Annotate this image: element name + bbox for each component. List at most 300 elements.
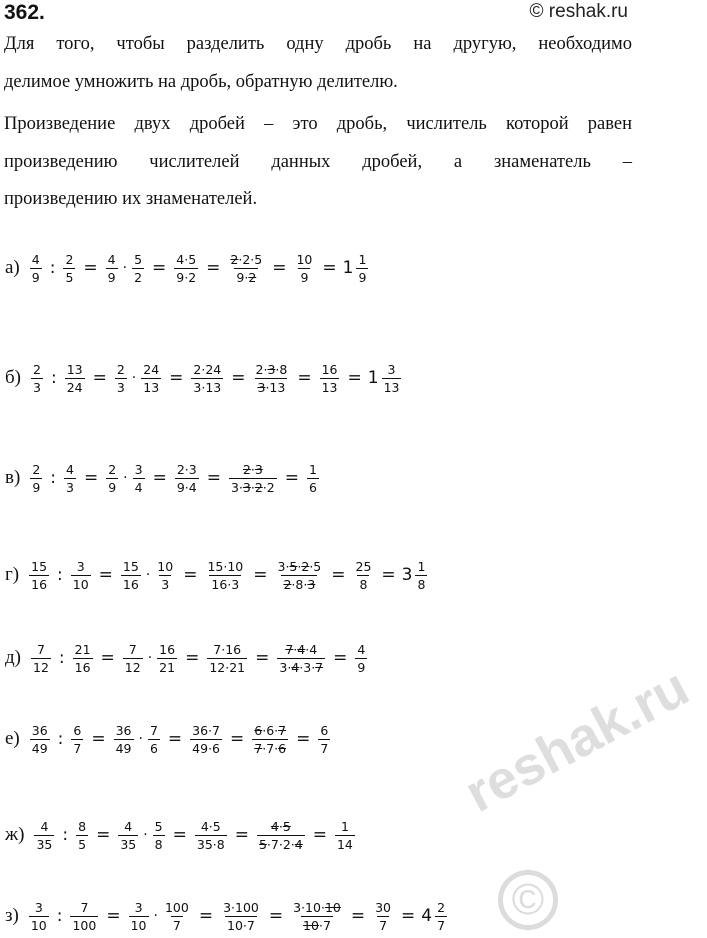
divisor-fraction xyxy=(70,900,98,933)
cancelled-factor: 5 xyxy=(282,818,291,834)
reciprocal-fraction-denominator: 3 xyxy=(161,576,170,592)
operator-mul: · xyxy=(147,650,153,666)
improper-fraction-numerator: 16 xyxy=(321,361,338,377)
divisor-fraction-denominator: 10 xyxy=(72,576,89,592)
cancelled-factor: 3 xyxy=(242,479,251,495)
result-fraction xyxy=(356,252,368,285)
result-fraction-numerator: 3 xyxy=(387,361,396,377)
improper-fraction-numerator: 10 xyxy=(296,251,313,267)
result-fraction xyxy=(355,642,367,675)
cancelled-factor: 2 xyxy=(254,479,263,495)
dividend-fraction xyxy=(30,723,50,756)
result-fraction-numerator: 1 xyxy=(340,818,349,834)
operator-eq: = xyxy=(152,258,167,278)
mixed-whole-part: 4 xyxy=(421,906,433,926)
mixed-whole-part: 3 xyxy=(401,565,413,585)
operator-eq: = xyxy=(401,906,416,926)
dividend-fraction-numerator: 2 xyxy=(33,361,41,377)
divisor-fraction-numerator: 2 xyxy=(65,251,74,267)
cancelled-factor: 10 xyxy=(324,899,341,915)
divisor-fraction-denominator: 5 xyxy=(65,269,74,285)
dividend-fraction-numerator: 36 xyxy=(31,722,48,738)
reciprocal-fraction-denominator: 8 xyxy=(154,836,163,852)
result-fraction-numerator: 6 xyxy=(320,722,329,738)
rule-multiplication-line-2: произведению числителей данных дробей, а знаменатель – xyxy=(4,151,632,172)
divisor-fraction-denominator: 7 xyxy=(73,740,82,756)
cancelled-factor: 5 xyxy=(258,836,267,852)
improper-fraction xyxy=(294,252,314,285)
factor: 3 xyxy=(303,659,312,675)
problem-letter: а) xyxy=(5,257,20,278)
factor: 8 xyxy=(279,361,288,377)
improper-fraction-denominator: 13 xyxy=(321,379,338,395)
divisor-fraction-numerator: 13 xyxy=(66,361,83,377)
watermark-symbol: © xyxy=(511,875,545,924)
divisor-fraction-denominator: 100 xyxy=(72,917,97,933)
rule-division-line-2: делимое умножить на дробь, обратную делителю. xyxy=(4,71,398,92)
operator-eq: = xyxy=(91,729,106,749)
operator-eq: = xyxy=(198,906,214,926)
divisor-fraction-denominator: 3 xyxy=(66,479,74,495)
cancelled-factor: 2 xyxy=(230,251,239,267)
improper-fraction-denominator: 8 xyxy=(359,576,368,592)
improper-fraction-denominator: 7 xyxy=(379,917,388,933)
rule-division xyxy=(4,26,632,101)
cancel-fraction xyxy=(257,819,305,852)
problem-6 xyxy=(5,717,332,761)
problem-letter: в) xyxy=(5,467,21,488)
watermark-text: reshak.ru xyxy=(455,656,699,824)
dividend-fraction xyxy=(29,900,49,933)
cancel-fraction-denominator: 5·7·2·4 xyxy=(258,836,303,852)
factor: 5 xyxy=(254,251,263,267)
dividend-fraction-numerator: 3 xyxy=(34,899,43,915)
reciprocal-fraction-numerator: 24 xyxy=(143,361,160,377)
operator-div: : xyxy=(57,565,63,585)
factor: 4 xyxy=(309,641,318,657)
problem-5 xyxy=(5,636,369,680)
operator-mul: · xyxy=(153,908,158,924)
cancel-fraction xyxy=(277,642,325,675)
operator-eq: = xyxy=(350,906,366,926)
cancel-fraction-denominator: 7·7·6 xyxy=(254,740,287,756)
operator-div: : xyxy=(62,825,69,845)
product-fraction-numerator: 2·24 xyxy=(193,361,222,377)
first-factor-fraction-numerator: 3 xyxy=(134,899,143,915)
reciprocal-fraction-numerator: 3 xyxy=(134,461,143,477)
operator-div: : xyxy=(50,368,57,388)
cancel-fraction-denominator: 2·8·3 xyxy=(283,576,316,592)
factor: 3 xyxy=(230,479,239,495)
cancelled-factor: 2 xyxy=(248,269,257,285)
divisor-fraction xyxy=(71,723,83,756)
dividend-fraction-denominator: 10 xyxy=(30,917,47,933)
cancelled-factor: 3 xyxy=(257,379,266,395)
divisor-fraction-numerator: 4 xyxy=(66,461,74,477)
operator-eq: = xyxy=(96,825,111,845)
first-factor-fraction xyxy=(115,362,127,395)
operator-eq: = xyxy=(268,906,284,926)
cancel-fraction-numerator: 3·10·10 xyxy=(293,899,341,915)
divisor-fraction-numerator: 8 xyxy=(78,818,87,834)
cancel-fraction-numerator: 6·6·7 xyxy=(254,722,287,738)
first-factor-fraction xyxy=(121,559,141,592)
first-factor-fraction xyxy=(106,252,118,285)
improper-fraction xyxy=(320,362,340,395)
first-factor-fraction-denominator: 16 xyxy=(122,576,139,592)
cancelled-factor: 4 xyxy=(297,641,306,657)
first-factor-fraction-numerator: 2 xyxy=(116,361,125,377)
problem-letter: е) xyxy=(5,728,20,749)
dividend-fraction xyxy=(29,559,49,592)
site-credit: © reshak.ru xyxy=(529,1,628,22)
operator-eq: = xyxy=(106,906,121,926)
result-fraction-denominator: 6 xyxy=(308,479,317,495)
factor: 5 xyxy=(313,558,322,574)
first-factor-fraction xyxy=(129,900,149,933)
result-fraction-denominator: 9 xyxy=(358,269,367,285)
problem-2 xyxy=(5,356,403,400)
result-fraction xyxy=(335,819,355,852)
result-fraction xyxy=(415,559,427,592)
result-fraction-denominator: 14 xyxy=(336,836,353,852)
dividend-fraction xyxy=(30,462,42,495)
operator-eq: = xyxy=(100,648,115,668)
result-fraction-denominator: 8 xyxy=(417,576,426,592)
divisor-fraction-numerator: 3 xyxy=(76,558,85,574)
reciprocal-fraction xyxy=(155,559,175,592)
cancelled-factor: 2 xyxy=(242,461,251,477)
cancelled-factor: 10 xyxy=(303,917,319,933)
result-fraction-numerator: 2 xyxy=(437,899,446,915)
operator-mul: · xyxy=(145,567,151,583)
result-fraction-denominator: 7 xyxy=(437,917,446,933)
dividend-fraction-denominator: 49 xyxy=(31,740,48,756)
divisor-fraction-numerator: 21 xyxy=(74,641,91,657)
operator-mul: · xyxy=(138,731,143,747)
cancel-fraction xyxy=(275,559,323,592)
improper-fraction-numerator: 30 xyxy=(375,899,391,915)
reciprocal-fraction-denominator: 7 xyxy=(172,917,181,933)
problem-3 xyxy=(5,456,321,500)
operator-eq: = xyxy=(98,565,113,585)
result-fraction xyxy=(382,362,402,395)
cancelled-factor: 6 xyxy=(254,722,263,738)
cancelled-factor: 7 xyxy=(278,722,287,738)
cancel-fraction xyxy=(291,900,343,933)
factor: 3 xyxy=(293,899,302,915)
operator-div: : xyxy=(50,468,56,488)
divisor-fraction xyxy=(65,362,85,395)
factor: 2 xyxy=(266,479,275,495)
first-factor-fraction-denominator: 35 xyxy=(120,836,137,852)
cancel-fraction-denominator: 3·4·3·7 xyxy=(279,659,324,675)
mixed-whole-part: 1 xyxy=(367,368,379,388)
result-fraction-numerator: 1 xyxy=(308,461,317,477)
result-fraction-numerator: 4 xyxy=(357,641,366,657)
product-fraction-denominator: 3·13 xyxy=(193,379,222,395)
operator-eq: = xyxy=(206,468,221,488)
reciprocal-fraction xyxy=(133,462,145,495)
reciprocal-fraction xyxy=(153,819,165,852)
first-factor-fraction xyxy=(123,642,143,675)
divisor-fraction xyxy=(64,462,76,495)
dividend-fraction-numerator: 4 xyxy=(40,818,49,834)
result-fraction-denominator: 9 xyxy=(357,659,366,675)
cancelled-factor: 7 xyxy=(315,659,324,675)
product-fraction xyxy=(190,723,222,756)
first-factor-fraction-numerator: 15 xyxy=(122,558,139,574)
reciprocal-fraction-denominator: 21 xyxy=(159,659,176,675)
divisor-fraction-denominator: 16 xyxy=(74,659,91,675)
first-factor-fraction-numerator: 36 xyxy=(115,722,132,738)
reciprocal-fraction-denominator: 2 xyxy=(134,269,143,285)
product-fraction xyxy=(207,642,247,675)
cancelled-factor: 2 xyxy=(301,558,310,574)
cancel-fraction xyxy=(228,252,264,285)
product-fraction-numerator: 36·7 xyxy=(192,722,221,738)
reciprocal-fraction-numerator: 5 xyxy=(134,251,143,267)
dividend-fraction-denominator: 16 xyxy=(31,576,48,592)
improper-fraction-numerator: 25 xyxy=(355,558,372,574)
cancel-fraction-numerator: 2·2·5 xyxy=(230,251,263,267)
reciprocal-fraction-denominator: 4 xyxy=(134,479,143,495)
result-fraction xyxy=(435,900,447,933)
operator-eq: = xyxy=(152,468,167,488)
dividend-fraction xyxy=(31,642,51,675)
operator-eq: = xyxy=(183,565,198,585)
reciprocal-fraction-denominator: 13 xyxy=(143,379,160,395)
divisor-fraction-numerator: 7 xyxy=(80,899,89,915)
result-fraction xyxy=(318,723,330,756)
operator-eq: = xyxy=(92,368,107,388)
factor: 9 xyxy=(236,269,245,285)
operator-eq: = xyxy=(185,648,200,668)
reciprocal-fraction-numerator: 7 xyxy=(149,722,158,738)
rule-division-line-1: Для того, чтобы разделить одну дробь на другую, необходимо xyxy=(4,34,632,54)
factor: 6 xyxy=(266,722,275,738)
dividend-fraction-denominator: 3 xyxy=(33,379,41,395)
operator-eq: = xyxy=(167,729,183,749)
operator-eq: = xyxy=(83,468,99,488)
operator-eq: = xyxy=(172,825,187,845)
factor: 13 xyxy=(269,379,286,395)
operator-mul: · xyxy=(123,470,128,486)
task-number: 362. xyxy=(4,1,45,24)
operator-eq: = xyxy=(347,368,362,388)
factor: 3 xyxy=(277,558,286,574)
first-factor-fraction-numerator: 4 xyxy=(107,251,116,267)
dividend-fraction-numerator: 4 xyxy=(31,251,40,267)
cancelled-factor: 6 xyxy=(278,740,287,756)
factor: 8 xyxy=(295,576,304,592)
cancelled-factor: 5 xyxy=(289,558,298,574)
reciprocal-fraction xyxy=(157,642,177,675)
operator-eq: = xyxy=(296,729,311,749)
product-fraction-numerator: 4·5 xyxy=(200,818,221,834)
problem-letter: ж) xyxy=(5,824,25,845)
factor: 10 xyxy=(305,899,321,915)
dividend-fraction xyxy=(31,362,43,395)
operator-mul: · xyxy=(122,260,128,276)
product-fraction-numerator: 15·10 xyxy=(207,558,244,574)
divisor-fraction xyxy=(76,819,88,852)
product-fraction-numerator: 3·100 xyxy=(223,899,259,915)
factor: 2 xyxy=(255,361,264,377)
cancel-fraction xyxy=(254,362,290,395)
cancel-fraction-numerator: 7·4·4 xyxy=(285,641,318,657)
reciprocal-fraction xyxy=(163,900,191,933)
product-fraction xyxy=(195,819,227,852)
operator-eq: = xyxy=(206,258,221,278)
improper-fraction-denominator: 9 xyxy=(300,269,309,285)
cancel-fraction-denominator: 10·7 xyxy=(303,917,331,933)
improper-fraction xyxy=(354,559,374,592)
first-factor-fraction-denominator: 10 xyxy=(130,917,147,933)
cancelled-factor: 4 xyxy=(270,818,279,834)
operator-eq: = xyxy=(253,565,268,585)
factor: 7 xyxy=(266,740,275,756)
divisor-fraction-denominator: 24 xyxy=(66,379,83,395)
operator-eq: = xyxy=(331,565,346,585)
cancel-fraction xyxy=(252,723,288,756)
factor: 7 xyxy=(270,836,279,852)
product-fraction xyxy=(205,559,245,592)
operator-eq: = xyxy=(312,825,327,845)
dividend-fraction-numerator: 15 xyxy=(31,558,48,574)
cancel-fraction-numerator: 3·5·2·5 xyxy=(277,558,322,574)
product-fraction-denominator: 10·7 xyxy=(227,917,255,933)
first-factor-fraction-numerator: 7 xyxy=(128,641,137,657)
operator-eq: = xyxy=(297,368,312,388)
first-factor-fraction-numerator: 4 xyxy=(124,818,133,834)
operator-div: : xyxy=(58,648,65,668)
factor: 2 xyxy=(242,251,251,267)
reciprocal-fraction xyxy=(141,362,161,395)
problem-letter: д) xyxy=(5,647,21,668)
divisor-fraction xyxy=(63,252,75,285)
first-factor-fraction-denominator: 12 xyxy=(124,659,141,675)
product-fraction-denominator: 12·21 xyxy=(209,659,246,675)
first-factor-fraction-denominator: 3 xyxy=(116,379,125,395)
first-factor-fraction-denominator: 9 xyxy=(108,479,117,495)
dividend-fraction xyxy=(30,252,42,285)
reciprocal-fraction xyxy=(132,252,144,285)
dividend-fraction xyxy=(34,819,54,852)
factor: 3 xyxy=(279,659,288,675)
dividend-fraction-denominator: 12 xyxy=(33,659,49,675)
operator-eq: = xyxy=(381,565,396,585)
result-fraction-denominator: 13 xyxy=(383,379,400,395)
first-factor-fraction-denominator: 9 xyxy=(107,269,116,285)
rule-multiplication-line-3: произведению их знаменателей. xyxy=(4,189,258,209)
cancelled-factor: 3 xyxy=(254,461,263,477)
operator-eq: = xyxy=(230,729,245,749)
product-fraction-denominator: 16·3 xyxy=(211,576,240,592)
cancelled-factor: 3 xyxy=(307,576,316,592)
dividend-fraction-numerator: 7 xyxy=(36,641,45,657)
cancelled-factor: 2 xyxy=(283,576,292,592)
cancel-fraction-denominator: 9·2 xyxy=(236,269,257,285)
operator-eq: = xyxy=(231,368,246,388)
problem-letter: г) xyxy=(5,564,20,585)
divisor-fraction-numerator: 6 xyxy=(73,722,82,738)
operator-mul: · xyxy=(143,827,148,843)
problem-letter: з) xyxy=(5,905,19,926)
product-fraction-denominator: 49·6 xyxy=(192,740,221,756)
product-fraction-denominator: 9·2 xyxy=(176,269,197,285)
cancel-fraction-numerator: 2·3 xyxy=(242,461,263,477)
cancelled-factor: 4 xyxy=(291,659,300,675)
result-fraction-numerator: 1 xyxy=(417,558,426,574)
result-fraction-numerator: 1 xyxy=(358,251,367,267)
product-fraction xyxy=(175,462,199,495)
factor: 2 xyxy=(282,836,291,852)
cancelled-factor: 7 xyxy=(285,641,294,657)
cancel-fraction-numerator: 4·5 xyxy=(270,818,291,834)
result-fraction-denominator: 7 xyxy=(320,740,329,756)
cancelled-factor: 3 xyxy=(267,361,276,377)
problem-letter: б) xyxy=(5,367,21,388)
copyright-icon xyxy=(498,870,558,930)
operator-eq: = xyxy=(234,825,249,845)
product-fraction-numerator: 7·16 xyxy=(213,641,242,657)
divisor-fraction-denominator: 5 xyxy=(78,836,87,852)
problem-7 xyxy=(5,813,357,857)
operator-eq: = xyxy=(272,258,287,278)
first-factor-fraction xyxy=(118,819,138,852)
product-fraction xyxy=(174,252,198,285)
rule-multiplication xyxy=(4,106,632,219)
operator-eq: = xyxy=(169,368,184,388)
factor: 7 xyxy=(322,917,331,933)
dividend-fraction-denominator: 35 xyxy=(36,836,53,852)
product-fraction-numerator: 4·5 xyxy=(176,251,197,267)
divisor-fraction xyxy=(71,559,91,592)
reciprocal-fraction-numerator: 100 xyxy=(164,899,189,915)
improper-fraction xyxy=(373,900,393,933)
reciprocal-fraction-numerator: 16 xyxy=(159,641,176,657)
result-fraction xyxy=(307,462,319,495)
first-factor-fraction-numerator: 2 xyxy=(108,461,117,477)
reciprocal-fraction-numerator: 5 xyxy=(154,818,163,834)
cancelled-factor: 4 xyxy=(294,836,303,852)
cancelled-factor: 7 xyxy=(254,740,263,756)
operator-div: : xyxy=(49,258,56,278)
product-fraction-denominator: 35·8 xyxy=(196,836,225,852)
reciprocal-fraction-denominator: 6 xyxy=(149,740,158,756)
operator-eq: = xyxy=(83,258,98,278)
first-factor-fraction xyxy=(106,462,118,495)
first-factor-fraction-denominator: 49 xyxy=(115,740,132,756)
operator-mul: · xyxy=(131,370,137,386)
cancel-fraction-denominator: 3·3·2·2 xyxy=(230,479,275,495)
cancel-fraction-numerator: 2·3·8 xyxy=(255,361,288,377)
operator-div: : xyxy=(57,729,64,749)
problem-4 xyxy=(5,553,429,597)
cancel-fraction xyxy=(229,462,277,495)
product-fraction xyxy=(191,362,223,395)
dividend-fraction-numerator: 2 xyxy=(32,461,41,477)
reciprocal-fraction-numerator: 10 xyxy=(157,558,174,574)
operator-eq: = xyxy=(284,468,299,488)
reciprocal-fraction xyxy=(148,723,160,756)
watermark-logo xyxy=(455,656,699,841)
operator-eq: = xyxy=(333,648,348,668)
operator-eq: = xyxy=(322,258,337,278)
first-factor-fraction xyxy=(114,723,134,756)
mixed-whole-part: 1 xyxy=(342,258,354,278)
